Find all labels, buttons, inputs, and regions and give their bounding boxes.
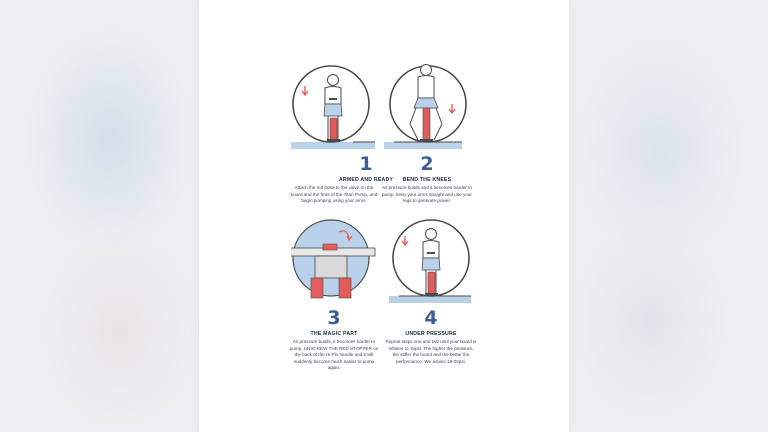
step-2-title: BEND THE KNEES	[402, 177, 452, 183]
step-3-description: As pressure builds, it becomes harder to pump. UNSCREW THE RED STOPPER on the back of the Hi-Flo handle and it will suddenly become much easier to pump again.	[289, 339, 379, 371]
step-2	[384, 58, 534, 208]
step-3-title: THE MAGIC PART	[310, 331, 358, 337]
step-2-number: 2	[420, 153, 434, 175]
step-1-description: Attach the red hose to the valve on the board and the front of the Titan Pump, and begin pumping using your arms.	[290, 185, 378, 204]
step-1-number: 1	[359, 153, 373, 175]
step-1-title: ARMED AND READY	[338, 177, 394, 183]
step-4-illustration	[389, 212, 539, 307]
step-2-illustration	[384, 58, 534, 153]
step-4-title: UNDER PRESSURE	[405, 331, 457, 337]
step-2-description: As pressure builds and it becomes harder to pump, keep your arms straight and use your legs to generate power.	[382, 185, 472, 204]
step-4-number: 4	[424, 307, 438, 329]
step-3-number: 3	[327, 307, 341, 329]
instruction-sheet	[199, 0, 569, 432]
step-4-description: Repeat steps one and two until your board is inflated to 15psi. The higher the pressure, the stiffer the board and the better the performance. We advise 18-20psi.	[385, 339, 477, 364]
step-4	[385, 212, 539, 372]
